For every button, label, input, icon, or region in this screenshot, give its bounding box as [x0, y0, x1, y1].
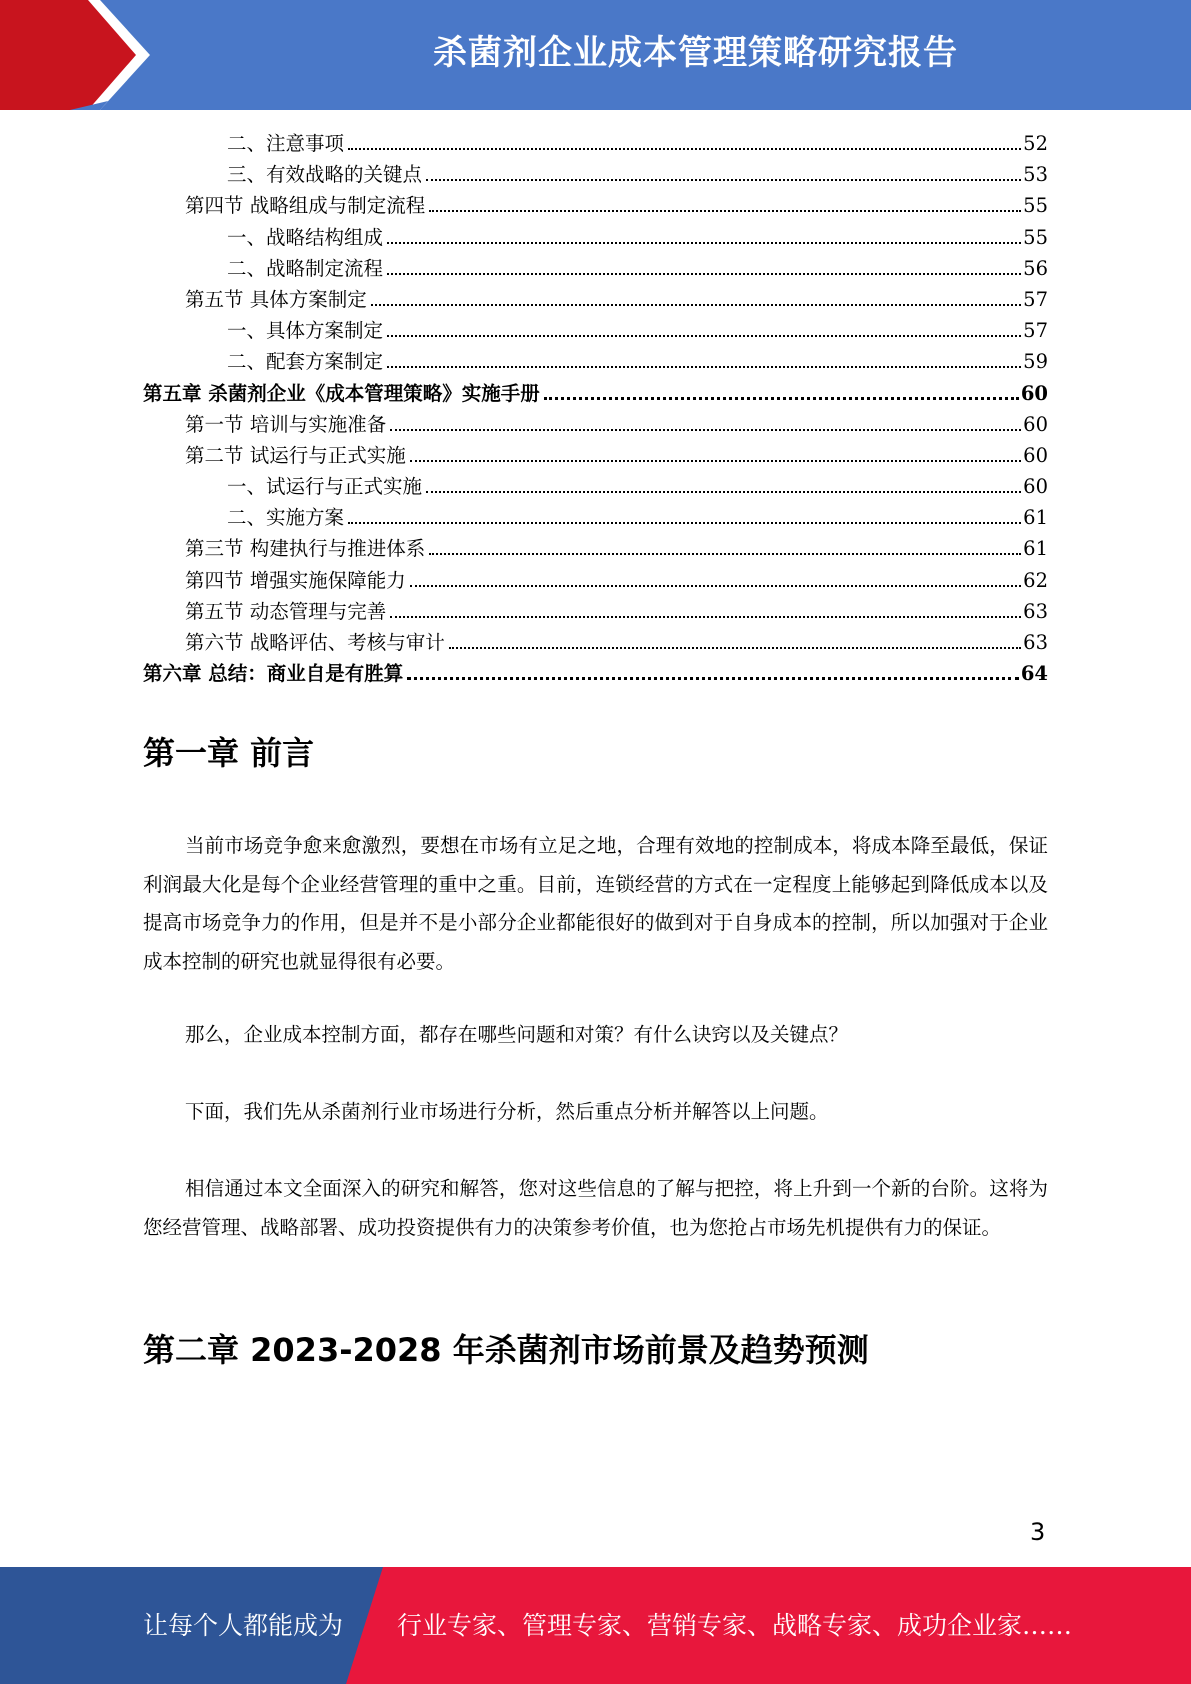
toc-dot-leader	[390, 616, 1021, 618]
toc-dot-leader	[387, 242, 1021, 244]
page-number: 3	[1030, 1518, 1046, 1546]
toc-dot-leader	[387, 273, 1021, 275]
toc-entry-title: 第六章 总结：商业自是有胜算	[143, 662, 404, 686]
chapter1-paragraph-2: 那么，企业成本控制方面，都存在哪些问题和对策？有什么诀窍以及关键点？	[185, 1023, 849, 1046]
toc-entry-page: 55	[1023, 225, 1048, 249]
toc-entry-title: 第三节 构建执行与推进体系	[185, 537, 426, 561]
toc-dot-leader	[390, 429, 1021, 431]
toc-dot-leader	[429, 553, 1021, 555]
toc-entry-title: 第四节 战略组成与制定流程	[185, 194, 426, 218]
toc-entry-title: 二、实施方案	[227, 506, 345, 530]
toc-entry-page: 57	[1023, 287, 1048, 311]
toc-entry[interactable]	[143, 440, 1048, 471]
toc-entry-page: 60	[1020, 381, 1048, 405]
toc-dot-leader	[348, 148, 1021, 150]
toc-entry-title: 二、配套方案制定	[227, 350, 384, 374]
toc-entry-title: 第六节 战略评估、考核与审计	[185, 631, 445, 654]
toc-dot-leader	[387, 335, 1021, 337]
toc-entry[interactable]	[143, 346, 1048, 377]
toc-entry[interactable]	[143, 378, 1048, 409]
toc-entry[interactable]	[143, 502, 1048, 533]
toc-entry-page: 64	[1020, 662, 1048, 686]
report-title: 杀菌剂企业成本管理策略研究报告	[433, 33, 958, 73]
table-of-contents	[143, 128, 1048, 689]
toc-entry[interactable]	[143, 627, 1048, 658]
toc-dot-leader	[348, 522, 1021, 524]
toc-entry[interactable]	[143, 253, 1048, 284]
toc-entry-title: 二、注意事项	[227, 132, 345, 155]
toc-dot-leader	[426, 491, 1021, 493]
chapter1-paragraph-1: 当前市场竞争愈来愈激烈，要想在市场有立足之地，合理有效地的控制成本，将成本降至最低，保证利润最大化是每个企业经营管理的重中之重。目前，连锁经营的方式在一定程度上能够起到降低成本以及提高市场竞争力的作用，但是并不是小部分企业都能很好的做到对于自身成本的控制，所以加强对于企业成本控制的研究也就显得很有必要。	[143, 834, 1048, 973]
toc-entry[interactable]	[143, 159, 1048, 190]
toc-dot-leader	[371, 304, 1021, 306]
toc-entry-title: 第五节 动态管理与完善	[185, 599, 387, 623]
toc-dot-leader	[449, 647, 1021, 649]
toc-dot-leader	[410, 460, 1021, 462]
toc-entry-title: 二、战略制定流程	[227, 256, 384, 280]
toc-dot-leader	[429, 210, 1021, 212]
chapter2-heading: 第二章 2023-2028 年杀菌剂市场前景及趋势预测	[143, 1331, 869, 1369]
chapter1-paragraph-4: 相信通过本文全面深入的研究和解答，您对这些信息的了解与把控，将上升到一个新的台阶。这将为您经营管理、战略部署、成功投资提供有力的决策参考价值，也为您抢占市场先机提供有力的保证。	[143, 1177, 1048, 1239]
toc-entry-title: 第一节 培训与实施准备	[185, 412, 387, 436]
toc-entry-title: 一、具体方案制定	[227, 319, 384, 343]
toc-entry[interactable]	[143, 533, 1048, 564]
toc-entry[interactable]	[143, 315, 1048, 346]
toc-entry-page: 59	[1023, 350, 1048, 374]
toc-entry[interactable]	[143, 471, 1048, 502]
toc-entry[interactable]	[143, 409, 1048, 440]
toc-entry[interactable]	[143, 284, 1048, 315]
toc-entry-title: 第四节 增强实施保障能力	[185, 568, 406, 592]
toc-entry-page: 62	[1023, 568, 1048, 592]
toc-entry[interactable]	[143, 190, 1048, 221]
page-footer	[0, 1567, 1191, 1684]
toc-dot-leader	[410, 585, 1021, 587]
toc-dot-leader	[407, 677, 1019, 680]
toc-entry-title: 第二节 试运行与正式实施	[185, 443, 406, 467]
toc-entry[interactable]	[143, 658, 1048, 689]
toc-entry-page: 60	[1023, 443, 1048, 467]
toc-dot-leader	[387, 366, 1021, 368]
toc-entry-page: 61	[1023, 506, 1048, 530]
toc-entry[interactable]	[143, 565, 1048, 596]
chapter1-paragraph-3: 下面，我们先从杀菌剂行业市场进行分析，然后重点分析并解答以上问题。	[185, 1100, 829, 1123]
toc-entry-page: 63	[1023, 631, 1048, 654]
footer-slogan-right: 行业专家、管理专家、营销专家、战略专家、成功企业家……	[397, 1611, 1073, 1640]
toc-entry-title: 第五章 杀菌剂企业《成本管理策略》实施手册	[143, 381, 540, 405]
toc-entry-page: 55	[1023, 194, 1048, 218]
red-chevron-decoration	[0, 0, 160, 110]
toc-entry-page: 56	[1023, 256, 1048, 280]
toc-entry[interactable]	[143, 222, 1048, 253]
toc-entry-title: 一、战略结构组成	[227, 225, 384, 249]
toc-entry-title: 三、有效战略的关键点	[227, 163, 423, 187]
toc-entry-page: 60	[1023, 412, 1048, 436]
toc-dot-leader	[426, 179, 1021, 181]
page-header	[0, 0, 1191, 110]
footer-slogan-left: 让每个人都能成为	[143, 1611, 344, 1640]
toc-entry-title: 一、试运行与正式实施	[227, 475, 423, 499]
toc-entry-page: 61	[1023, 537, 1048, 561]
chapter1-heading: 第一章 前言	[143, 734, 315, 772]
toc-entry-title: 第五节 具体方案制定	[185, 287, 367, 311]
toc-entry[interactable]	[143, 128, 1048, 159]
toc-entry[interactable]	[143, 596, 1048, 627]
toc-entry-page: 60	[1023, 475, 1048, 499]
toc-entry-page: 63	[1023, 599, 1048, 623]
toc-dot-leader	[544, 397, 1019, 400]
toc-entry-page: 57	[1023, 319, 1048, 343]
toc-entry-page: 53	[1023, 163, 1048, 187]
toc-entry-page: 52	[1023, 132, 1048, 155]
